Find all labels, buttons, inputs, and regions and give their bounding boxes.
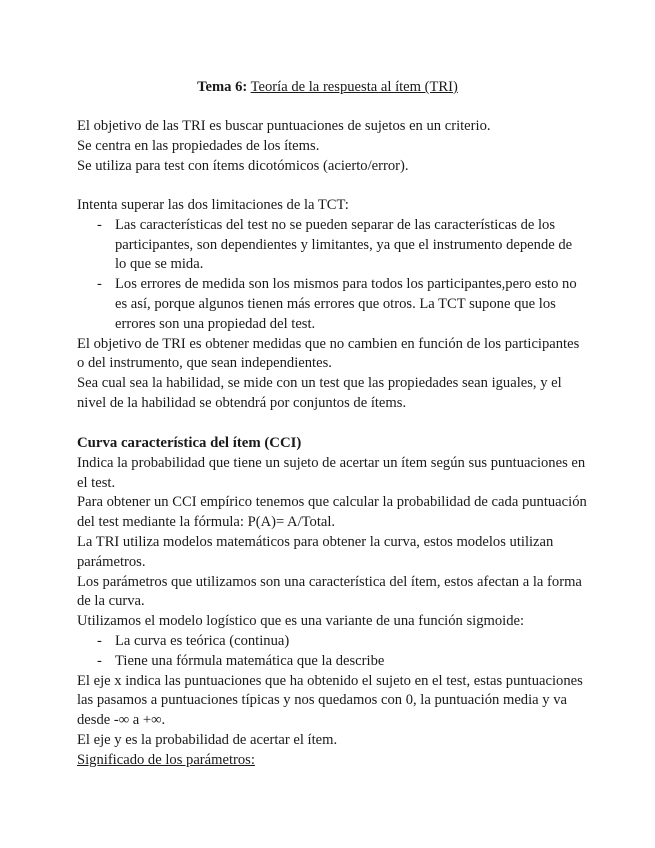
title-prefix: Tema 6: — [197, 79, 248, 95]
paragraph: La TRI utiliza modelos matemáticos para obtener la curva, estos modelos utilizan parámetros. — [77, 533, 554, 570]
limitations-list — [77, 216, 587, 335]
list-item: - La curva es teórica (continua) — [77, 632, 587, 652]
title-text: Teoría de la respuesta al ítem (TRI) — [250, 79, 458, 95]
model-features-list — [77, 632, 587, 672]
paragraph: Para obtener un CCI empírico tenemos que calcular la probabilidad de cada puntuación del test mediante la fórmula: P(A)= A/Total. — [77, 494, 587, 531]
list-item: - Los errores de medida son los mismos para todos los participantes,pero esto no es así, porque algunos tienen más errores que otros. La TCT supone que los errores son una propiedad del test. — [77, 275, 587, 334]
subheading: Significado de los parámetros: — [77, 751, 255, 768]
intro-line: El objetivo de las TRI es buscar puntuaciones de sujetos en un criterio. — [77, 118, 491, 134]
section-limitations — [77, 196, 587, 414]
paragraph: El objetivo de TRI es obtener medidas que no cambien en función de los participantes o del instrumento, que sean independientes. — [77, 335, 580, 372]
list-item: - Las características del test no se pueden separar de las características de los participantes, son dependientes y limitantes, ya que el instrumento depende de lo que se mida. — [77, 216, 587, 275]
paragraph: Utilizamos el modelo logístico que es una variante de una función sigmoide: — [77, 613, 525, 630]
paragraph: El eje x indica las puntuaciones que ha obtenido el sujeto en el test, estas puntuaciones las pasamos a puntuaciones típicas y nos quedamos con 0, la puntuación media y va desde -∞ a +∞. — [77, 672, 583, 729]
intro-line: Se utiliza para test con ítems dicotómicos (acierto/error). — [77, 157, 409, 174]
section-lead: Intenta superar las dos limitaciones de la TCT: — [77, 197, 349, 213]
section-cci — [77, 434, 587, 771]
list-item: - Tiene una fórmula matemática que la describe — [77, 652, 587, 672]
intro-block — [77, 117, 587, 176]
paragraph: El eje y es la probabilidad de acertar el ítem. — [77, 731, 338, 748]
paragraph: Los parámetros que utilizamos son una característica del ítem, estos afectan a la forma de la curva. — [77, 573, 582, 610]
paragraph: Sea cual sea la habilidad, se mide con un test que las propiedades sean iguales, y el nivel de la habilidad se obtendrá por conjuntos de ítems. — [77, 375, 562, 411]
page-title — [0, 78, 655, 98]
section-heading: Curva característica del ítem (CCI) — [77, 435, 302, 451]
paragraph: Indica la probabilidad que tiene un sujeto de acertar un ítem según sus puntuaciones en el test. — [77, 454, 586, 491]
intro-line: Se centra en las propiedades de los ítems. — [77, 137, 320, 154]
